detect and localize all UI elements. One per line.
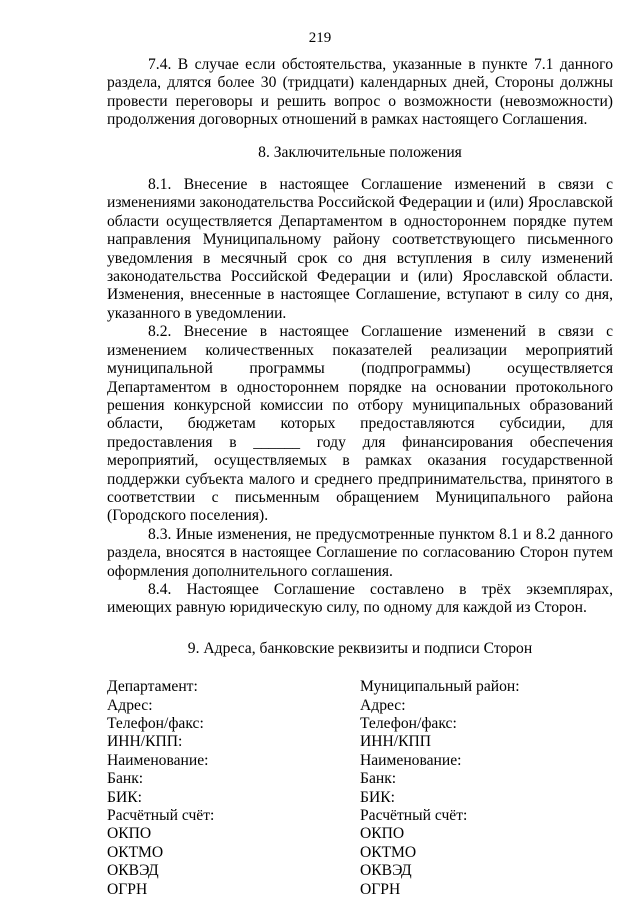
page-number: 219 xyxy=(308,30,332,46)
department-requisites xyxy=(107,678,360,899)
requisite-line: Наименование: xyxy=(360,751,462,769)
requisite-line: ОКВЭД xyxy=(107,862,159,880)
requisite-line: Банк: xyxy=(107,770,144,788)
requisite-line: Адрес: xyxy=(360,696,406,714)
paragraph-8-3: 8.3. Иные изменения, не предусмотренные пунктом 8.1 и 8.2 данного раздела, вносятся в настоящее Соглашение по согласованию Сторон путем оформления дополнительного соглашения. xyxy=(107,525,613,580)
requisite-line: Телефон/факс: xyxy=(107,715,204,732)
requisite-line: Банк: xyxy=(360,770,397,788)
requisite-line: Расчётный счёт: xyxy=(360,807,468,825)
paragraph-8-4: 8.4. Настоящее Соглашение составлено в трёх экземплярах, имеющих равную юридическую силу, по одному для каждой из Сторон. xyxy=(107,580,613,617)
paragraph-8-1: 8.1. Внесение в настоящее Соглашение изменений в связи с изменениями законодательства Российской Федерации и (или) Ярославской области осуществляется Департаментом в одностороннем порядке путем направления Муниципальному району соответствующего письменного уведомления в месячный срок со дня вступления в силу изменений законодательства Российской Федерации и (или) Ярославской области. Изменения, внесенные в настоящее Соглашение, вступают в силу со дня, указанного в уведомлении. xyxy=(107,176,613,322)
requisite-line: БИК: xyxy=(107,788,142,806)
requisite-line: ОГРН xyxy=(360,880,401,898)
section-8-heading: 8. Заключительные положения xyxy=(258,143,462,161)
requisite-line: Наименование: xyxy=(107,751,209,769)
paragraph-7-4: 7.4. В случае если обстоятельства, указанные в пункте 7.1 данного раздела, длятся более 30 (тридцати) календарных дней, Стороны должны провести переговоры и решить вопрос о возможности (невозможности) продолжения договорных отношений в рамках настоящего Соглашения. xyxy=(107,56,613,129)
section-9-heading: 9. Адреса, банковские реквизиты и подписи Сторон xyxy=(187,639,533,657)
requisite-line: ОКТМО xyxy=(107,843,164,861)
requisite-line: ИНН/КПП: xyxy=(107,733,183,751)
requisite-line: ОКПО xyxy=(360,825,405,843)
requisites-columns xyxy=(107,678,613,899)
requisite-line: Телефон/факс: xyxy=(360,715,457,732)
requisite-line: Департамент: xyxy=(107,678,198,696)
municipal-district-requisites xyxy=(360,678,613,899)
document-body xyxy=(107,56,613,899)
requisite-line: ОГРН xyxy=(107,880,148,898)
requisite-line: ОКТМО xyxy=(360,843,417,861)
requisite-line: Расчётный счёт: xyxy=(107,807,215,825)
paragraph-8-2: 8.2. Внесение в настоящее Соглашение изменений в связи с изменением количественных показателей реализации мероприятий муниципальной программы (подпрограммы) осуществляется Департаментом в одностороннем порядке на основании протокольного решения конкурсной комиссии по отбору муниципальных образований области, бюджетам которых предоставляются субсидии, для предоставления в ______ году для финансирования обеспечения мероприятий, осуществляемых в рамках оказания государственной поддержки субъекта малого и среднего предпринимательства, принятого в соответствии с письменным обращением Муниципального района (Городского поселения). xyxy=(107,323,613,525)
requisite-line: БИК: xyxy=(360,788,395,806)
requisite-line: ИНН/КПП xyxy=(360,733,432,751)
requisite-line: Муниципальный район: xyxy=(360,678,520,696)
requisite-line: Адрес: xyxy=(107,696,153,714)
requisite-line: ОКВЭД xyxy=(360,862,412,880)
requisite-line: ОКПО xyxy=(107,825,152,843)
